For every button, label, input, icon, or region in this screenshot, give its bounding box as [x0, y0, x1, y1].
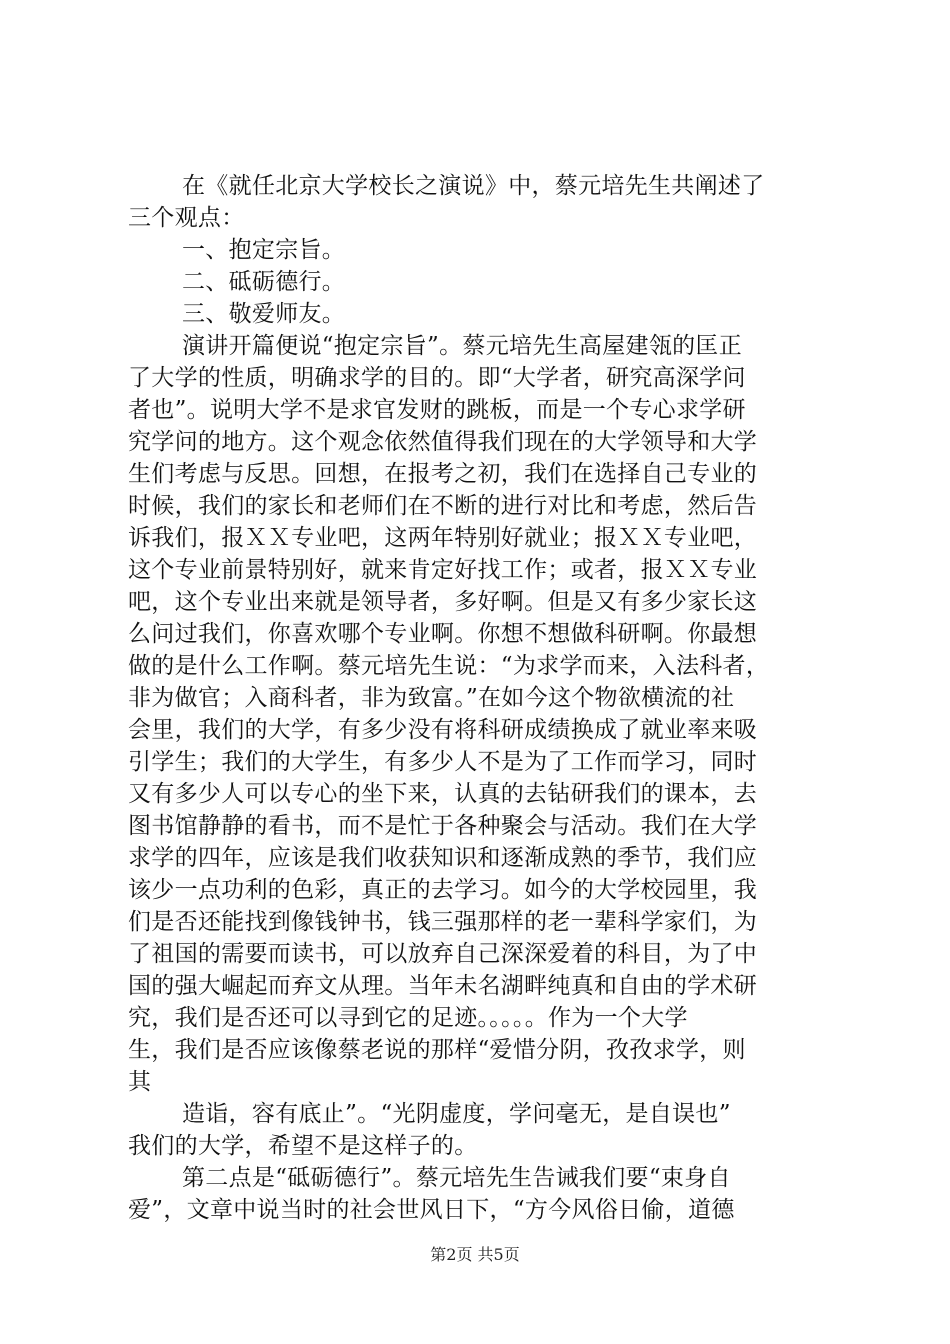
- text-line: 究，我们是否还可以寻到它的足迹。。。。。作为一个大学: [128, 1005, 688, 1031]
- text-line: 者也”。说明大学不是求官发财的跳板，而是一个专心求学研: [128, 397, 746, 423]
- text-line: 造诣，容有底止”。“光阴虚度，学问毫无，是自误也”: [182, 1101, 731, 1127]
- text-line: 了祖国的需要而读书，可以放弃自己深深爱着的科目，为了中: [128, 941, 758, 967]
- text-line: 生们考虑与反思。回想，在报考之初，我们在选择自己专业的: [128, 461, 758, 487]
- text-line: 爱”，文章中说当时的社会世风日下，“方今风俗日偷，道德: [128, 1197, 735, 1223]
- text-line: 究学问的地方。这个观念依然值得我们现在的大学领导和大学: [128, 429, 758, 455]
- text-line: 会里，我们的大学，有多少没有将科研成绩换成了就业率来吸: [128, 717, 758, 743]
- text-line: 生，我们是否应该像蔡老说的那样“爱惜分阴，孜孜求学，则: [128, 1037, 746, 1063]
- text-line: 演讲开篇便说“抱定宗旨”。蔡元培先生高屋建瓴的匡正: [182, 333, 743, 359]
- text-line: 又有多少人可以专心的坐下来，认真的去钻研我们的课本，去: [128, 781, 758, 807]
- text-line: 在《就任北京大学校长之演说》中，蔡元培先生共阐述了: [182, 173, 765, 199]
- text-line: 做的是什么工作啊。蔡元培先生说：“为求学而来，入法科者，: [128, 653, 770, 679]
- text-line: 我们的大学，希望不是这样子的。: [128, 1133, 478, 1159]
- text-line: 该少一点功利的色彩，真正的去学习。如今的大学校园里，我: [128, 877, 758, 903]
- text-line: 诉我们，报ＸＸ专业吧，这两年特别好就业；报ＸＸ专业吧，: [128, 525, 758, 551]
- document-body: [128, 170, 828, 1226]
- text-line: 图书馆静静的看书，而不是忙于各种聚会与活动。我们在大学: [128, 813, 758, 839]
- text-line: 非为做官；入商科者，非为致富。”在如今这个物欲横流的社: [128, 685, 735, 711]
- text-line: 二、砥砺德行。: [182, 269, 346, 295]
- text-line: 时候，我们的家长和老师们在不断的进行对比和考虑，然后告: [128, 493, 758, 519]
- text-line: 三个观点：: [128, 205, 245, 231]
- text-line: 们是否还能找到像钱钟书，钱三强那样的老一辈科学家们，为: [128, 909, 758, 935]
- text-line: 求学的四年，应该是我们收获知识和逐渐成熟的季节，我们应: [128, 845, 758, 871]
- text-line: 这个专业前景特别好，就来肯定好找工作；或者，报ＸＸ专业: [128, 557, 758, 583]
- text-line: 第二点是“砥砺德行”。蔡元培先生告诫我们要“束身自: [182, 1165, 731, 1191]
- text-line: 国的强大崛起而弃文从理。当年未名湖畔纯真和自由的学术研: [128, 973, 758, 999]
- text-line: 引学生；我们的大学生，有多少人不是为了工作而学习，同时: [128, 749, 758, 775]
- text-line: 其: [128, 1069, 152, 1095]
- text-line: 吧，这个专业出来就是领导者，多好啊。但是又有多少家长这: [128, 589, 758, 615]
- text-line: 了大学的性质，明确求学的目的。即“大学者，研究高深学问: [128, 365, 746, 391]
- page-footer: 第2页 共5页: [430, 1245, 520, 1264]
- text-line: 一、抱定宗旨。: [182, 237, 346, 263]
- text-line: 三、敬爱师友。: [182, 301, 346, 327]
- text-line: 么问过我们，你喜欢哪个专业啊。你想不想做科研啊。你最想: [128, 621, 758, 647]
